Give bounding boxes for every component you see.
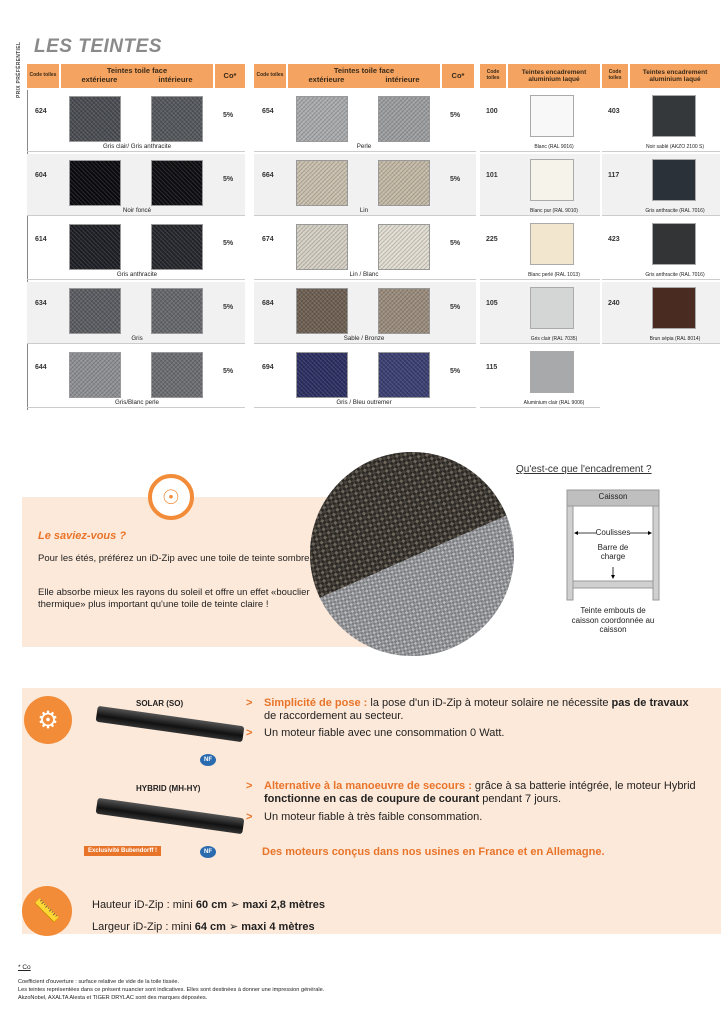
dim-label: Largeur iD-Zip : mini: [92, 921, 195, 933]
ral-caption: Gris clair (RAL 7035): [530, 336, 578, 342]
lightbulb-icon: ☉: [148, 474, 194, 520]
header-int: intérieure: [385, 75, 420, 84]
frame-code: 225: [486, 236, 498, 243]
barre-label: Barre de charge: [597, 543, 629, 562]
header-teintes: [61, 64, 213, 88]
ral-caption: Blanc pur (RAL 9010): [530, 208, 578, 214]
header-ext: extérieure: [308, 75, 345, 84]
header-code: Code toiles: [602, 64, 628, 88]
fabric-row: [27, 346, 245, 408]
swatch-interior: [378, 96, 430, 142]
fabric-caption: Gris / Bleu outremer: [336, 399, 392, 406]
fabric-code: 694: [262, 364, 274, 371]
header-teintes: [288, 64, 440, 88]
tip-title: Le saviez-vous ?: [38, 530, 127, 542]
ral-swatch: [530, 95, 574, 137]
fabric-code: 674: [262, 236, 274, 243]
footnote-line: Les teintes représentées dans ce présent nuancier sont indicatives. Elles sont destinées à donner une impression générale.: [18, 987, 325, 993]
page-title: LES TEINTES: [34, 36, 162, 57]
frame-row: [480, 154, 600, 216]
fabric-code: 614: [35, 236, 47, 243]
frame-table-2: [602, 64, 720, 354]
fabric-row: [27, 282, 245, 344]
ral-caption: Noir sablé (AKZO 2100 S): [645, 144, 705, 150]
fabric-code: 664: [262, 172, 274, 179]
openness-coefficient: 5%: [450, 240, 461, 247]
height-dimensions: Hauteur iD-Zip : mini 60 cm ➢ maxi 2,8 mètres: [92, 899, 326, 911]
ruler-icon: 📏: [22, 886, 72, 936]
openness-coefficient: 5%: [223, 112, 234, 119]
fabric-table-2: [254, 64, 476, 414]
fabric-row: [254, 90, 476, 152]
fabric-caption: Noir foncé: [122, 207, 152, 214]
fabric-table-1: [27, 64, 245, 414]
ral-swatch: [652, 95, 696, 137]
bullet-text: Un moteur fiable à très faible consommation.: [264, 811, 483, 823]
nf-logo-icon: NF: [200, 846, 216, 858]
dim-min: 64 cm: [194, 921, 226, 933]
swatch-interior: [378, 352, 430, 398]
swatch-exterior: [296, 224, 348, 270]
swatch-exterior: [296, 160, 348, 206]
swatch-interior: [378, 224, 430, 270]
tip-paragraph-1: Pour les étés, préférez un iD-Zip avec une toile de teinte sombre !: [38, 553, 315, 564]
fabric-row: [27, 154, 245, 216]
fabric-caption: Gris clair/ Gris anthracite: [102, 143, 172, 150]
ral-caption: Aluminium clair (RAL 9006): [523, 400, 585, 406]
fabric-code: 634: [35, 300, 47, 307]
fabric-code: 604: [35, 172, 47, 179]
ral-caption: Blanc perlé (RAL 1013): [528, 272, 580, 278]
bullet-text: de raccordement au secteur.: [264, 710, 404, 723]
fabric-caption: Gris: [131, 335, 143, 342]
solar-motor-name: SOLAR (SO): [136, 699, 184, 708]
frame-table-1: [480, 64, 600, 414]
coulisses-label: Coulisses: [595, 528, 631, 537]
openness-coefficient: 5%: [223, 176, 234, 183]
header-encadrement: Teintes encadrement aluminium laqué: [508, 64, 600, 88]
footnote-line: AkzoNobel, AXALTA Alesta et TIGER DRYLAC sont des marques déposées.: [18, 995, 208, 1001]
fabric-caption: Gris/Blanc perle: [114, 399, 160, 406]
swatch-interior: [151, 352, 203, 398]
frame-code: 115: [486, 364, 498, 371]
frame-question-link[interactable]: Qu'est-ce que l'encadrement ?: [516, 464, 652, 475]
frame-code: 117: [608, 172, 620, 179]
swatch-interior: [378, 288, 430, 334]
hybrid-motor-name: HYBRID (MH-HY): [136, 784, 201, 793]
ral-caption: Gris anthracite (RAL 7016): [645, 208, 705, 214]
bullet-title: Alternative à la manoeuvre de secours :: [264, 780, 472, 792]
openness-coefficient: 5%: [223, 368, 234, 375]
fabric-row: [254, 346, 476, 408]
ral-swatch: [652, 159, 696, 201]
frame-row: [602, 282, 720, 344]
swatch-interior: [151, 96, 203, 142]
footnote-line: Coefficient d'ouverture : surface relative de vide de la toile tissée.: [18, 979, 180, 985]
fabric-caption: Lin: [359, 207, 369, 214]
swatch-interior: [151, 224, 203, 270]
swatch-exterior: [296, 96, 348, 142]
ral-swatch: [530, 351, 574, 393]
frame-code: 100: [486, 108, 498, 115]
openness-coefficient: 5%: [223, 304, 234, 311]
openness-coefficient: 5%: [450, 112, 461, 119]
fabric-row: [254, 218, 476, 280]
footnote-star: * Co: [18, 964, 31, 971]
openness-coefficient: 5%: [450, 176, 461, 183]
dim-label: Hauteur iD-Zip : mini: [92, 899, 196, 911]
bullet-hybrid-backup: > Alternative à la manoeuvre de secours : grâce à sa batterie intégrée, le moteur Hybrid fonctionne en cas de coupure de courant pendant 7 jours.: [246, 780, 696, 806]
ral-caption: Blanc (RAL 9016): [534, 144, 574, 150]
header-code: Code toiles: [254, 64, 286, 88]
dim-max: maxi 4 mètres: [241, 921, 315, 933]
fabric-code: 644: [35, 364, 47, 371]
frame-code: 423: [608, 236, 620, 243]
openness-coefficient: 5%: [223, 240, 234, 247]
frame-code: 403: [608, 108, 620, 115]
bullet-text: pendant 7 jours.: [479, 793, 562, 806]
frame-row: [602, 218, 720, 280]
fabric-caption: Perle: [356, 143, 372, 150]
header-co: Co*: [215, 64, 245, 88]
fabric-caption: Lin / Blanc: [349, 271, 379, 278]
ral-caption: Gris anthracite (RAL 7016): [645, 272, 705, 278]
embouts-label: Teinte embouts de caisson coordonnée au caisson: [571, 606, 655, 635]
swatch-exterior: [296, 288, 348, 334]
preferential-price-label: PRIX PRÉFÉRENTIEL: [16, 41, 22, 98]
bullet-solar-reliable: > Un moteur fiable avec une consommation 0 Watt.: [246, 727, 696, 740]
frame-code: 101: [486, 172, 498, 179]
header-teintes-label: Teintes toile face: [333, 66, 395, 76]
width-dimensions: Largeur iD-Zip : mini 64 cm ➢ maxi 4 mètres: [92, 921, 315, 933]
swatch-exterior: [69, 224, 121, 270]
ral-swatch: [652, 223, 696, 265]
exclusive-badge: Exclusivité Bubendorff !: [84, 846, 161, 856]
fabric-caption: Sable / Bronze: [343, 335, 385, 342]
caisson-label: Caisson: [598, 492, 628, 501]
ral-swatch: [652, 287, 696, 329]
header-code: Code toiles: [27, 64, 59, 88]
openness-coefficient: 5%: [450, 304, 461, 311]
bullet-solar-pose: > Simplicité de pose : la pose d'un iD-Zip à moteur solaire ne nécessite pas de travaux de raccordement au secteur.: [246, 697, 689, 723]
fabric-row: [27, 218, 245, 280]
openness-coefficient: 5%: [450, 368, 461, 375]
bullet-text: Un moteur fiable avec une consommation 0 Watt.: [264, 727, 505, 739]
tip-paragraph-2: Elle absorbe mieux les rayons du soleil et offre un effet «bouclier thermique» plus important qu'une toile de teinte claire !: [38, 587, 310, 611]
swatch-exterior: [296, 352, 348, 398]
frame-row: [480, 282, 600, 344]
swatch-interior: [151, 160, 203, 206]
header-int: intérieure: [158, 75, 193, 84]
frame-code: 240: [608, 300, 620, 307]
swatch-exterior: [69, 288, 121, 334]
header-encadrement: Teintes encadrement aluminium laqué: [630, 64, 720, 88]
swatch-exterior: [69, 96, 121, 142]
fabric-code: 684: [262, 300, 274, 307]
swatch-exterior: [69, 352, 121, 398]
fabric-caption: Gris anthracite: [116, 271, 158, 278]
fabric-row: [254, 154, 476, 216]
frame-row: [602, 154, 720, 216]
frame-row: [480, 346, 600, 408]
frame-code: 105: [486, 300, 498, 307]
ral-swatch: [530, 223, 574, 265]
fabric-closeup-image: [310, 452, 514, 656]
ral-swatch: [530, 287, 574, 329]
fabric-code: 654: [262, 108, 274, 115]
bullet-text: grâce à sa batterie intégrée, le moteur Hybrid: [471, 780, 696, 792]
header-code: Code toiles: [480, 64, 506, 88]
ral-caption: Brun sépia (RAL 8014): [649, 336, 701, 342]
swatch-exterior: [69, 160, 121, 206]
fabric-row: [254, 282, 476, 344]
bullet-bold: pas de travaux: [611, 697, 689, 709]
ral-swatch: [530, 159, 574, 201]
bullet-bold: fonctionne en cas de coupure de courant: [264, 793, 480, 806]
bullet-title: Simplicité de pose :: [264, 697, 368, 709]
gears-icon: ⚙: [24, 696, 72, 744]
bullet-hybrid-reliable: > Un moteur fiable à très faible consommation.: [246, 811, 696, 824]
bullet-text: la pose d'un iD-Zip à moteur solaire ne nécessite: [370, 697, 612, 709]
header-ext: extérieure: [81, 75, 118, 84]
header-teintes-label: Teintes toile face: [106, 66, 168, 76]
fabric-code: 624: [35, 108, 47, 115]
frame-row: [480, 90, 600, 152]
frame-row: [602, 90, 720, 152]
frame-row: [480, 218, 600, 280]
dim-min: 60 cm: [195, 899, 228, 911]
swatch-interior: [378, 160, 430, 206]
dim-max: maxi 2,8 mètres: [242, 899, 326, 911]
header-co: Co*: [442, 64, 474, 88]
nf-logo-icon: NF: [200, 754, 216, 766]
fabric-row: [27, 90, 245, 152]
motors-tagline: Des moteurs conçus dans nos usines en France et en Allemagne.: [262, 846, 605, 858]
swatch-interior: [151, 288, 203, 334]
